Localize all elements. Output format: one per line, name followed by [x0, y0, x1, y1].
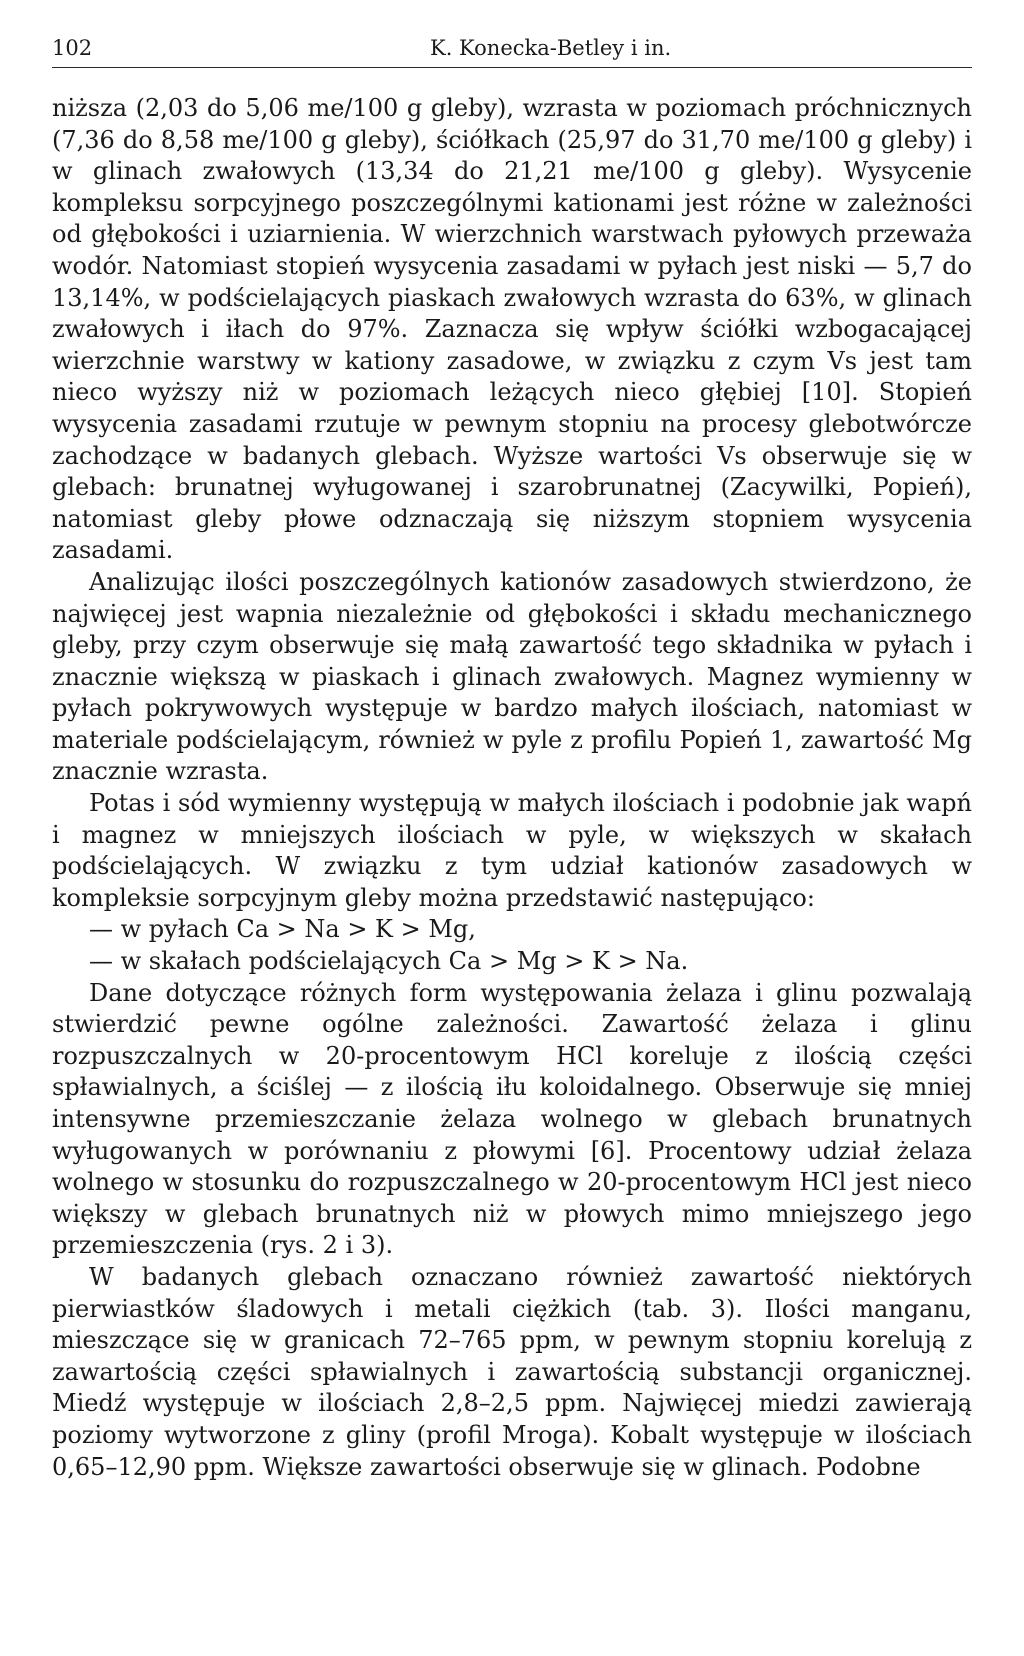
running-head-authors: K. Konecka-Betley i in. [430, 36, 672, 60]
cation-order-list [52, 914, 972, 977]
paragraph: Potas i sód wymienny występują w małych ilościach i podobnie jak wapń i magnez w mniejszych ilościach w pyle, w większych w skałach podścielających. W związku z tym udział kationów zasadowych w kompleksie sorpcyjnym gleby można przedstawić następująco: [52, 789, 972, 912]
list-item: — w skałach podścielających Ca > Mg > K > Na. [89, 947, 689, 976]
header-rule [52, 67, 972, 68]
paragraph: Dane dotyczące różnych form występowania żelaza i glinu pozwalają stwierdzić pewne ogólne zależności. Zawartość żelaza i glinu rozpuszczalnych w 20-procentowym HCl koreluje z ilością części spławialnych, a ściślej — z ilością iłu koloidalnego. Obserwuje się mniej intensywne przemieszczanie żelaza wolnego w glebach brunatnych wyługowanych w porównaniu z płowymi [6]. Procentowy udział żelaza wolnego w stosunku do rozpuszczalnego w 20-procentowym HCl jest nieco większy w glebach brunatnych niż w płowych mimo mniejszego jego przemieszczenia (rys. 2 i 3). [52, 978, 972, 1260]
body-text [52, 93, 972, 1483]
paragraph: niższa (2,03 do 5,06 me/100 g gleby), wzrasta w poziomach próchnicznych (7,36 do 8,58 me/100 g gleby), ściółkach (25,97 do 31,70 me/100 g gleby) i w glinach zwałowych (13,34 do 21,21 me/100 g gleby). Wysycenie kompleksu sorpcyjnego poszczególnymi kationami jest różne w zależności od głębokości i uziarnienia. W wierzchnich warstwach pyłowych przeważa wodór. Natomiast stopień wysycenia zasadami w pyłach jest niski — 5,7 do 13,14%, w podścielających piaskach zwałowych wzrasta do 63%, w glinach zwałowych i iłach do 97%. Zaznacza się wpływ ściółki wzbogacającej wierzchnie warstwy w kationy zasadowe, w związku z czym Vs jest tam nieco wyższy niż w poziomach leżących nieco głębiej [10]. Stopień wysycenia zasadami rzutuje w pewnym stopniu na procesy glebotwórcze zachodzące w badanych glebach. Wyższe wartości Vs obserwuje się w glebach: brunatnej wyługowanej i szarobrunatnej (Zacywilki, Popień), natomiast gleby płowe odznaczają się niższym stopniem wysycenia zasadami. [52, 94, 972, 565]
page-number: 102 [52, 36, 93, 60]
running-head [52, 30, 972, 64]
list-item: — w pyłach Ca > Na > K > Mg, [89, 915, 476, 944]
paragraph: W badanych glebach oznaczano również zawartość niektórych pierwiastków śladowych i metali ciężkich (tab. 3). Ilości manganu, mieszczące się w granicach 72–765 ppm, w pewnym stopniu korelują z zawartością części spławialnych i zawartością substancji organicznej. Miedź występuje w ilościach 2,8–2,5 ppm. Najwięcej miedzi zawierają poziomy wytworzone z gliny (profil Mroga). Kobalt występuje w ilościach 0,65–12,90 ppm. Większe zawartości obserwuje się w glinach. Podobne [52, 1262, 972, 1481]
paragraph: Analizując ilości poszczególnych kationów zasadowych stwierdzono, że najwięcej jest wapnia niezależnie od głębokości i składu mechanicznego gleby, przy czym obserwuje się małą zawartość tego składnika w pyłach i znacznie większą w piaskach i glinach zwałowych. Magnez wymienny w pyłach pokrywowych występuje w bardzo małych ilościach, natomiast w materiale podścielającym, również w pyle z profilu Popień 1, zawartość Mg znacznie wzrasta. [52, 567, 972, 786]
